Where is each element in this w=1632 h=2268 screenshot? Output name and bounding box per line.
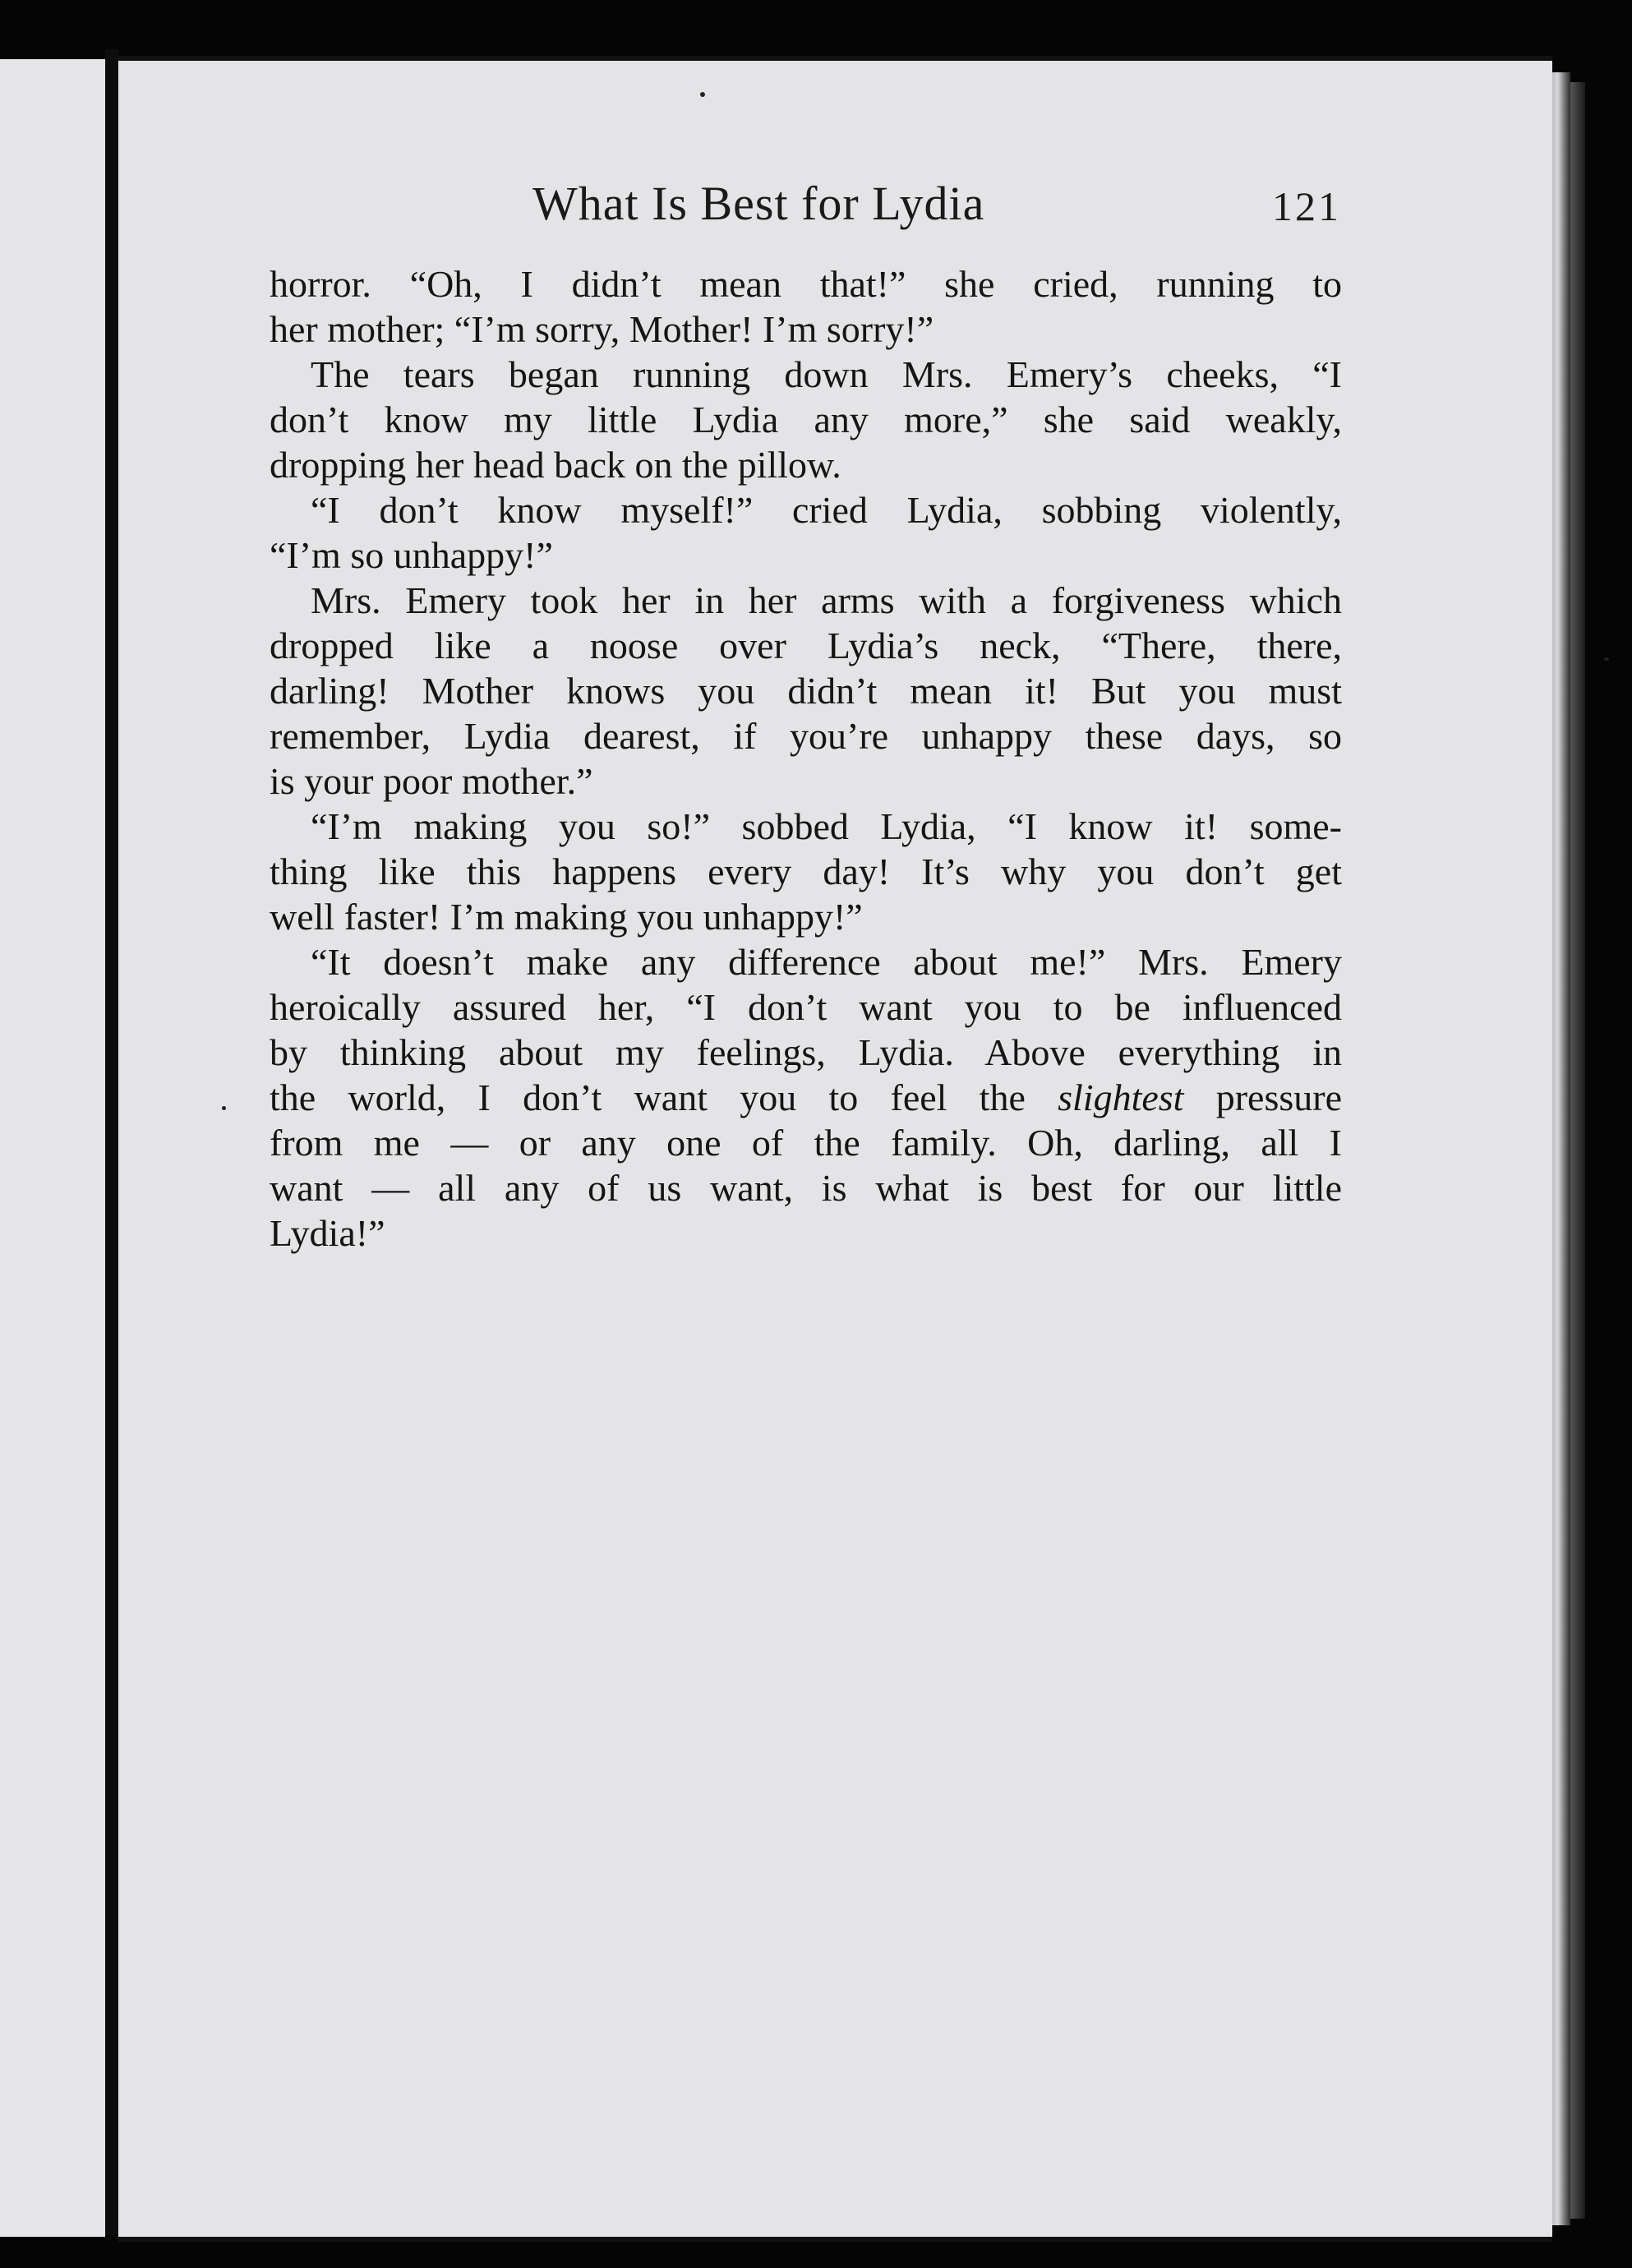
dust-speck bbox=[1604, 657, 1609, 661]
text-line: dropped like a noose over Lydia’s neck, “There, there, bbox=[270, 625, 1342, 666]
text-line: is your poor mother.” bbox=[270, 760, 593, 802]
text-line: “I don’t know myself!” cried Lydia, sobbing violently, bbox=[311, 489, 1342, 531]
dust-speck bbox=[222, 1106, 226, 1110]
text-line: “I’m making you so!” sobbed Lydia, “I know it! some- bbox=[311, 805, 1342, 847]
text-line: “I’m so unhappy!” bbox=[270, 534, 553, 576]
text-line: dropping her head back on the pillow. bbox=[270, 444, 841, 486]
running-title: What Is Best for Lydia bbox=[532, 177, 985, 230]
text-line: remember, Lydia dearest, if you’re unhappy these days, so bbox=[270, 715, 1342, 757]
text-line: don’t know my little Lydia any more,” she said weakly, bbox=[270, 399, 1342, 440]
text-line: from me — or any one of the family. Oh, darling, all I bbox=[270, 1122, 1342, 1164]
text-line: heroically assured her, “I don’t want you to be influenced bbox=[270, 986, 1342, 1028]
text-line: want — all any of us want, is what is best for our little bbox=[270, 1167, 1342, 1209]
text-line: darling! Mother knows you didn’t mean it! But you must bbox=[270, 670, 1342, 712]
binding-gutter bbox=[105, 49, 118, 2235]
text-line: The tears began running down Mrs. Emery’s cheeks, “I bbox=[311, 353, 1342, 395]
text-line: her mother; “I’m sorry, Mother! I’m sorry!” bbox=[270, 308, 934, 350]
body-text bbox=[270, 261, 1342, 1256]
text-line: by thinking about my feelings, Lydia. Above everything in bbox=[270, 1031, 1342, 1073]
dust-speck bbox=[700, 92, 705, 97]
facing-page-edge bbox=[0, 59, 105, 2237]
text-line: the world, I don’t want you to feel the slightest pressure bbox=[270, 1076, 1342, 1118]
text-line: thing like this happens every day! It’s why you don’t get bbox=[270, 850, 1342, 892]
text-line: “It doesn’t make any difference about me!” Mrs. Emery bbox=[311, 941, 1342, 983]
text-line: well faster! I’m making you unhappy!” bbox=[270, 896, 863, 938]
page-shadow bbox=[1570, 82, 1585, 2219]
page-number: 121 bbox=[1272, 183, 1341, 229]
text-line: Lydia!” bbox=[270, 1212, 385, 1254]
text-line: horror. “Oh, I didn’t mean that!” she cried, running to bbox=[270, 263, 1342, 305]
page-fore-edge bbox=[1552, 72, 1570, 2225]
text-line: Mrs. Emery took her in her arms with a forgiveness which bbox=[311, 579, 1342, 621]
